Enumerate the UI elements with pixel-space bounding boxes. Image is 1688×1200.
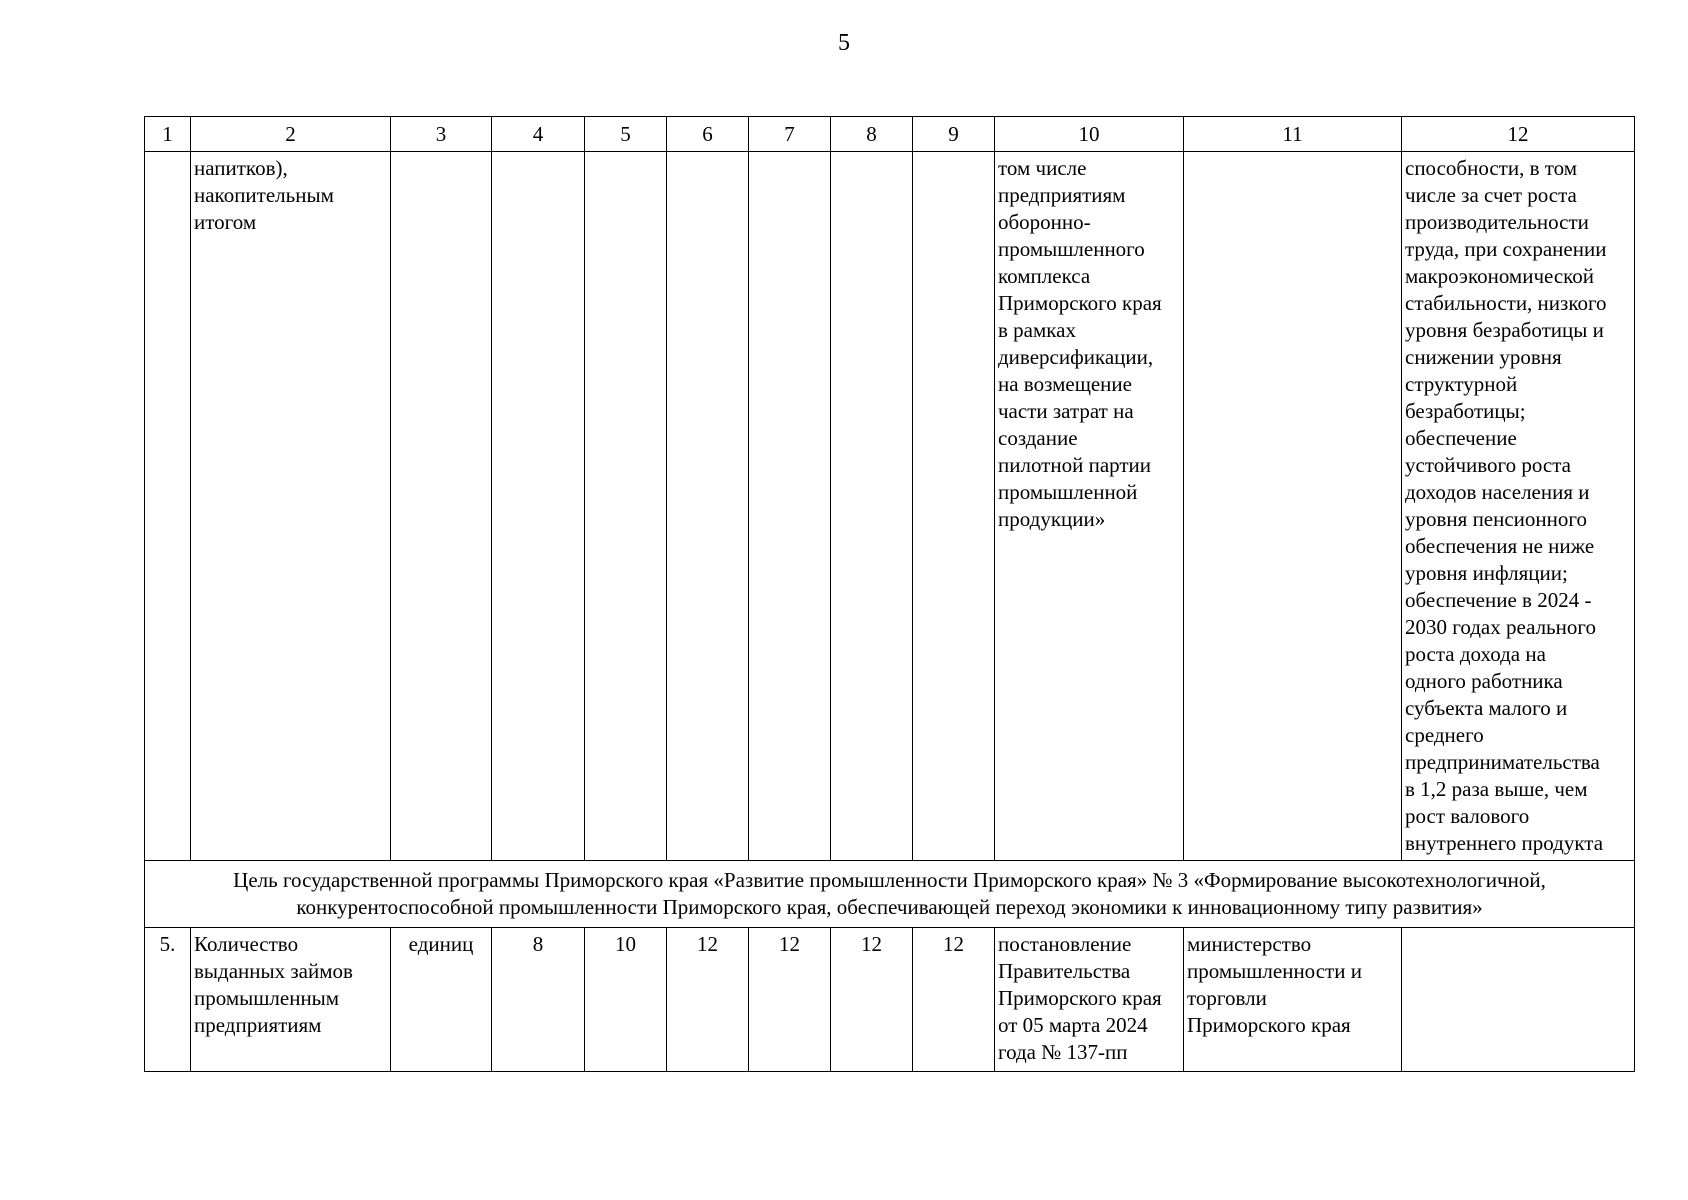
unit-cell: единиц [391,928,492,1072]
header-cell: 1 [145,117,191,152]
header-row [145,117,1635,152]
table-cell [492,152,585,861]
header-cell: 11 [1184,117,1402,152]
value-cell: 12 [667,928,749,1072]
text-line: способности, в том [1405,156,1578,180]
table-cell [667,152,749,861]
goal-line: Цель государственной программы Приморского края «Развитие промышленности Приморского края» № 3 «Формирование высокотехнологичной, [233,868,1546,892]
text-line: предпринимательства [1405,750,1600,774]
text-line: выданных займов [194,959,353,983]
header-cell: 10 [995,117,1184,152]
text-line: промышленного [998,237,1145,261]
header-cell: 4 [492,117,585,152]
text-line: продукции» [998,507,1106,531]
table-cell [585,152,667,861]
text-line: рост валового [1405,804,1530,828]
text-line: субъекта малого и [1405,696,1568,720]
value-cell: 8 [492,928,585,1072]
text-line: промышленной [998,480,1138,504]
header-cell: 3 [391,117,492,152]
text-line: внутреннего продукта [1405,831,1604,855]
document-cell [995,928,1184,1072]
text-line: комплекса [998,264,1091,288]
indicator-continuation-cell [191,152,391,861]
header-cell: 6 [667,117,749,152]
text-line: Правительства [998,959,1131,983]
text-line: роста дохода на [1405,642,1546,666]
text-line: обеспечение [1405,426,1517,450]
text-line: напитков), [194,156,288,180]
value-cell: 12 [831,928,913,1072]
text-line: Приморского края [998,986,1162,1010]
goal-link-continuation-cell [1402,152,1635,861]
goal-cell [145,861,1635,928]
goal-row [145,861,1635,928]
indicators-table [144,116,1635,1072]
text-line: безработицы; [1405,399,1526,423]
text-line: числе за счет роста [1405,183,1577,207]
header-cell: 7 [749,117,831,152]
text-line: от 05 марта 2024 [998,1013,1148,1037]
header-cell: 12 [1402,117,1635,152]
text-line: среднего [1405,723,1484,747]
text-line: постановление [998,932,1132,956]
table-cell [391,152,492,861]
goal-line: конкурентоспособной промышленности Приморского края, обеспечивающей переход экономики к инновационному типу развития» [296,895,1483,919]
page-number: 5 [838,30,850,56]
text-line: Приморского края [1187,1013,1351,1037]
text-line: структурной [1405,372,1518,396]
text-line: предприятиям [998,183,1126,207]
text-line: на возмещение [998,372,1132,396]
text-line: предприятиям [194,1013,322,1037]
text-line: диверсификации, [998,345,1154,369]
document-continuation-cell [995,152,1184,861]
table-cell [831,152,913,861]
text-line: макроэкономической [1405,264,1595,288]
text-line: промышленным [194,986,340,1010]
value-cell: 12 [913,928,995,1072]
table-cell [145,152,191,861]
text-line: Приморского края [998,291,1162,315]
header-cell: 2 [191,117,391,152]
indicator-cell [191,928,391,1072]
text-line: уровня безработицы и [1405,318,1604,342]
text-line: итогом [194,210,257,234]
header-cell: 9 [913,117,995,152]
row-number-cell: 5. [145,928,191,1072]
header-cell: 8 [831,117,913,152]
text-line: уровня пенсионного [1405,507,1587,531]
text-line: труда, при сохранении [1405,237,1607,261]
table-cell [749,152,831,861]
text-line: министерство [1187,932,1312,956]
text-line: устойчивого роста [1405,453,1571,477]
text-line: доходов населения и [1405,480,1590,504]
header-cell: 5 [585,117,667,152]
text-line: снижении уровня [1405,345,1562,369]
text-line: промышленности и [1187,959,1362,983]
table-cell [913,152,995,861]
text-line: стабильности, низкого [1405,291,1607,315]
goal-link-cell [1402,928,1635,1072]
text-line: в 1,2 раза выше, чем [1405,777,1588,801]
text-line: том числе [998,156,1087,180]
text-line: создание [998,426,1078,450]
responsible-cell [1184,928,1402,1072]
text-line: одного работника [1405,669,1563,693]
text-line: года № 137-пп [998,1040,1128,1064]
text-line: части затрат на [998,399,1134,423]
text-line: обеспечения не ниже [1405,534,1595,558]
text-line: пилотной партии [998,453,1152,477]
text-line: производительности [1405,210,1589,234]
text-line: обеспечение в 2024 - [1405,588,1592,612]
table-row [145,928,1635,1072]
value-cell: 12 [749,928,831,1072]
text-line: в рамках [998,318,1076,342]
text-line: Количество [194,932,299,956]
text-line: торговли [1187,986,1267,1010]
text-line: накопительным [194,183,334,207]
text-line: уровня инфляции; [1405,561,1568,585]
table-cell [1184,152,1402,861]
continuation-row [145,152,1635,861]
value-cell: 10 [585,928,667,1072]
text-line: 2030 годах реального [1405,615,1596,639]
text-line: оборонно- [998,210,1091,234]
